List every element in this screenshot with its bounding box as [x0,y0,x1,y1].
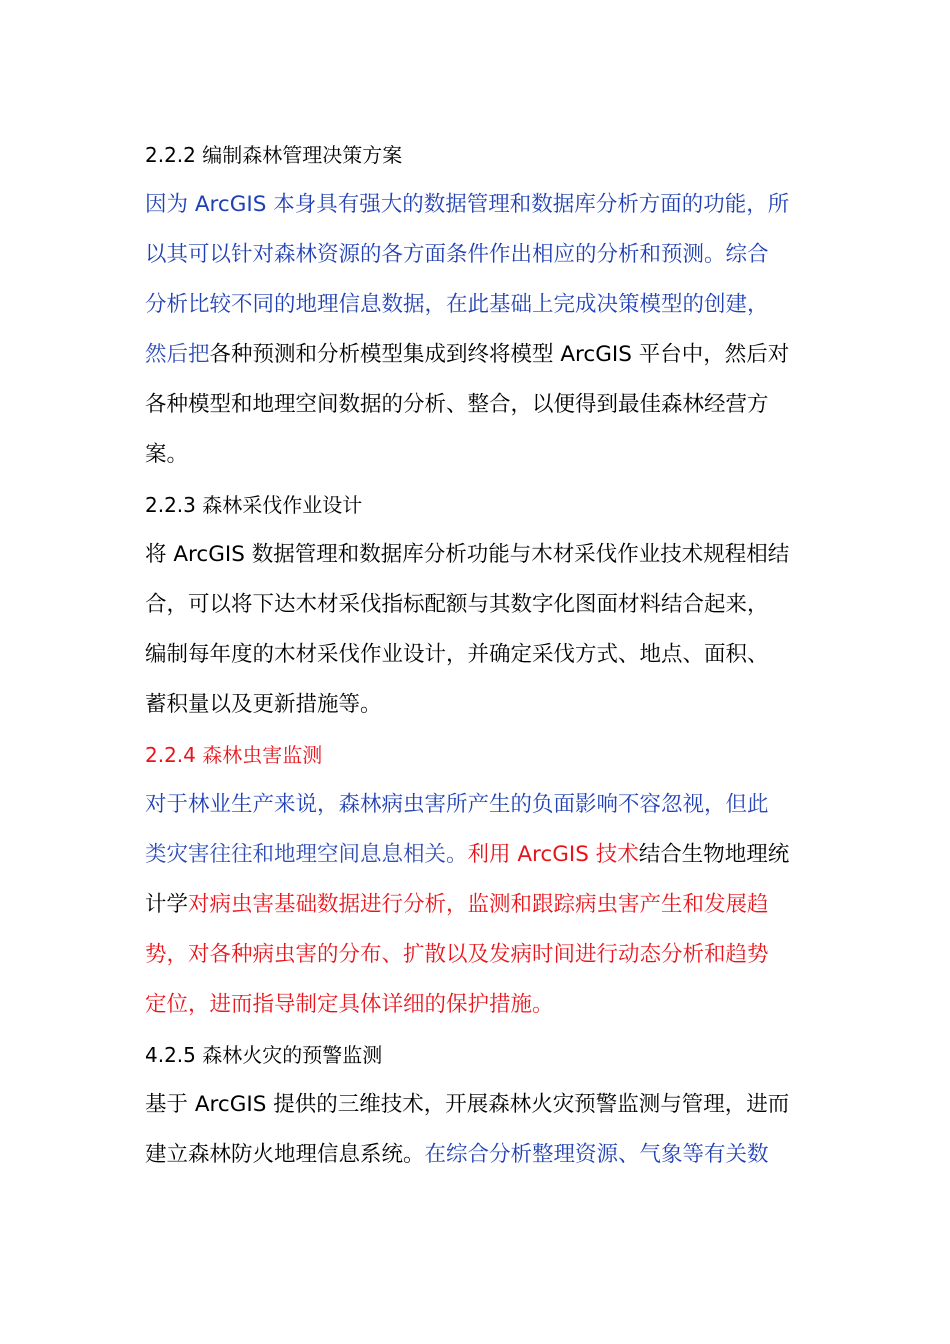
heading-text: 2.2.3 森林采伐作业设计 [145,493,363,517]
text-span: 计学 [145,892,189,917]
paragraph-line [145,280,810,330]
text-span: 将 ArcGIS 数据管理和数据库分析功能与木材采伐作业技术规程相结 [145,542,790,567]
paragraph-line [145,330,810,380]
text-span: 各种模型和地理空间数据的分析、整合，以便得到最佳森林经营方 [145,392,769,417]
paragraph-line [145,780,810,830]
paragraph-line [145,880,810,930]
text-span: 以其可以针对森林资源的各方面条件作出相应的分析和预测。综合 [145,242,769,267]
text-span: 对于林业生产来说，森林病虫害所产生的负面影响不容忽视， [145,792,726,817]
text-span: 合，可以将下达木材采伐指标配额与其数字化图面材料结合起来， [145,592,769,617]
paragraph-line [145,680,810,730]
section-heading-2-2-2 [145,130,810,180]
paragraph-line [145,430,810,480]
text-span: 在综合分析整理资源、气象等有关数 [424,1142,769,1167]
text-span: 然后把 [145,342,210,367]
text-span: 分析比较不同的地理信息数据，在此基础上完成决策模型的创建， [145,292,769,317]
text-span: 案。 [145,442,189,467]
heading-text: 4.2.5 森林火灾的预警监测 [145,1043,383,1067]
text-span: 但此 [725,792,769,817]
text-span: 结合生物地理统 [638,842,790,867]
document-body [145,130,810,1180]
paragraph-line [145,1130,810,1180]
paragraph-line [145,1080,810,1130]
paragraph-line [145,530,810,580]
text-span: 利用 ArcGIS 技术 [467,842,639,867]
heading-text: 2.2.4 森林虫害监测 [145,743,323,767]
section-heading-2-2-4 [145,730,810,780]
text-span: 对病虫害基础数据进行分析，监测和跟踪病虫害产生和发展趋 [188,892,769,917]
heading-text: 2.2.2 编制森林管理决策方案 [145,143,403,167]
text-span: 编制每年度的木材采伐作业设计，并确定采伐方式、地点、面积、 [145,642,769,667]
text-span: 因为 ArcGIS 本身具有强大的数据管理和数据库分析方面的功能，所 [145,192,790,217]
paragraph-line [145,380,810,430]
paragraph-line [145,230,810,280]
paragraph-line [145,180,810,230]
text-span: 建立森林防火地理信息系统。 [145,1142,425,1167]
text-span: 基于 ArcGIS 提供的三维技术，开展森林火灾预警监测与管理，进而 [145,1092,790,1117]
paragraph-line [145,830,810,880]
section-heading-4-2-5 [145,1030,810,1080]
paragraph-line [145,580,810,630]
paragraph-line [145,930,810,980]
paragraph-line [145,980,810,1030]
paragraph-line [145,630,810,680]
text-span: 蓄积量以及更新措施等。 [145,692,382,717]
text-span: 势，对各种病虫害的分布、扩散以及发病时间进行动态分析和趋势 [145,942,769,967]
section-heading-2-2-3 [145,480,810,530]
text-span: 各种预测和分析模型集成到终将模型 ArcGIS 平台中，然后对 [209,342,790,367]
text-span: 类灾害往往和地理空间息息相关。 [145,842,468,867]
text-span: 定位，进而指导制定具体详细的保护措施。 [145,992,554,1017]
